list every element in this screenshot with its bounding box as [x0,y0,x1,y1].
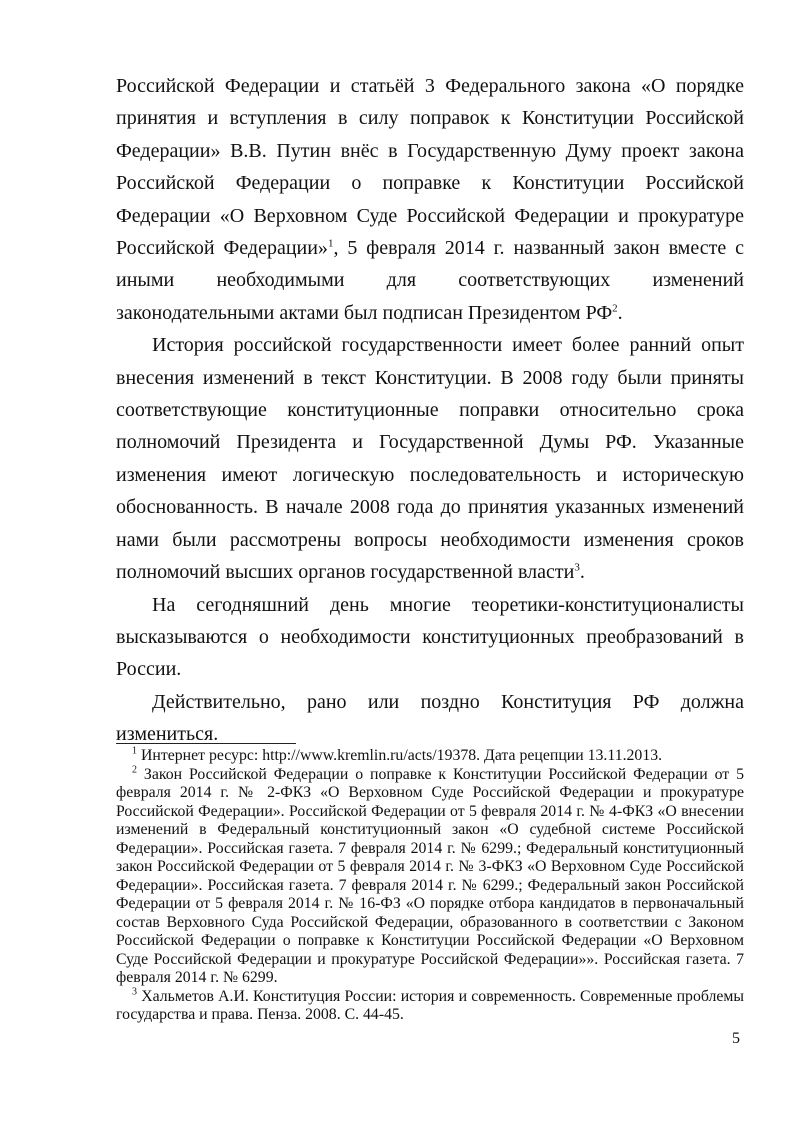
paragraph-text: . [579,561,585,584]
paragraph-text: История российской государственности имеет более ранний опыт внесения изменений в текст Конституции. В 2008 году были приняты соответствующие конституционные поправки относительно срока полномочий Президента и Государственной Думы РФ. Указанные изменения имеют логическую последовательность и историческую обоснованность. В начале 2008 года до принятия указанных изменений нами были рассмотрены вопросы необходимости изменения сроков полномочий высших органов государственной власти [116,334,744,584]
main-text [116,70,744,751]
paragraph-1 [116,70,744,329]
footnote-3 [116,988,744,1025]
footnote-text: Интернет ресурс: http://www.kremlin.ru/acts/19378. Дата рецепции 13.11.2013. [140,747,663,764]
paragraph-3 [116,589,744,686]
paragraph-4 [116,686,744,751]
paragraph-text: . [617,301,623,324]
footnote-separator [116,743,296,744]
paragraph-text: , 5 февраля 2014 г. названный закон вместе с иными необходимыми для соответствующих изменений законодательными актами был подписан Президентом РФ [116,237,744,324]
footnote-ref-1: 1 [327,237,334,250]
paragraph-2 [116,329,744,588]
paragraph-text: На сегодняшний день многие теоретики-конституционалисты высказываются о необходимости конституционных преобразований в России. [116,593,744,681]
paragraph-text: Российской Федерации и статьёй 3 Федерального закона «О порядке принятия и вступления в силу поправок к Конституции Российской Федерации» В.В. Путин внёс в Государственную Думу проект закона Российской Федерации о поправке к Конституции Российской Федерации «О Верховном Суде Российской Федерации и прокуратуре Российской Федерации» [116,75,744,260]
footnote-text: Закон Российской Федерации о поправке к Конституции Российской Федерации от 5 февраля 2014 г. № 2-ФКЗ «О Верховном Суде Российской Федерации и прокуратуре Российской Федерации». Российской Федерации от 5 февраля 2014 г. № 4-ФКЗ «О внесении изменений в Федеральный конституционный закон «О судебной системе Российской Федерации». Российская газета. 7 февраля 2014 г. № 6299.; Федеральный конституционный закон Российской Федерации от 5 февраля 2014 г. № 3-ФКЗ «О Верховном Суде Российской Федерации». Российская газета. 7 февраля 2014 г. № 6299.; Федеральный закон Российской Федерации от 5 февраля 2014 г. № 16-ФЗ «О порядке отбора кандидатов в первоначальный состав Верховного Суда Российской Федерации, образованного в соответствии с Законом Российской Федерации о поправке к Конституции Российской Федерации «О Верховном Суде Российской Федерации и прокуратуре Российской Федерации»». Российская газета. 7 февраля 2014 г. № 6299. [116,765,745,986]
footnotes [116,747,744,1025]
footnote-number: 2 [132,764,137,776]
footnote-ref-3: 3 [574,561,580,574]
footnote-2 [116,766,744,988]
footnote-text: Хальметов А.И. Конституция России: история и современность. Современные проблемы государства и права. Пенза. 2008. С. 44-45. [116,987,744,1023]
footnote-ref-2: 2 [612,302,618,315]
footnote-number: 3 [132,986,137,998]
footnote-1 [116,747,744,766]
paragraph-text: Действительно, рано или поздно Конституция РФ должна измениться. [116,690,744,746]
footnote-number: 1 [132,745,137,757]
page-number: 5 [732,1030,740,1047]
